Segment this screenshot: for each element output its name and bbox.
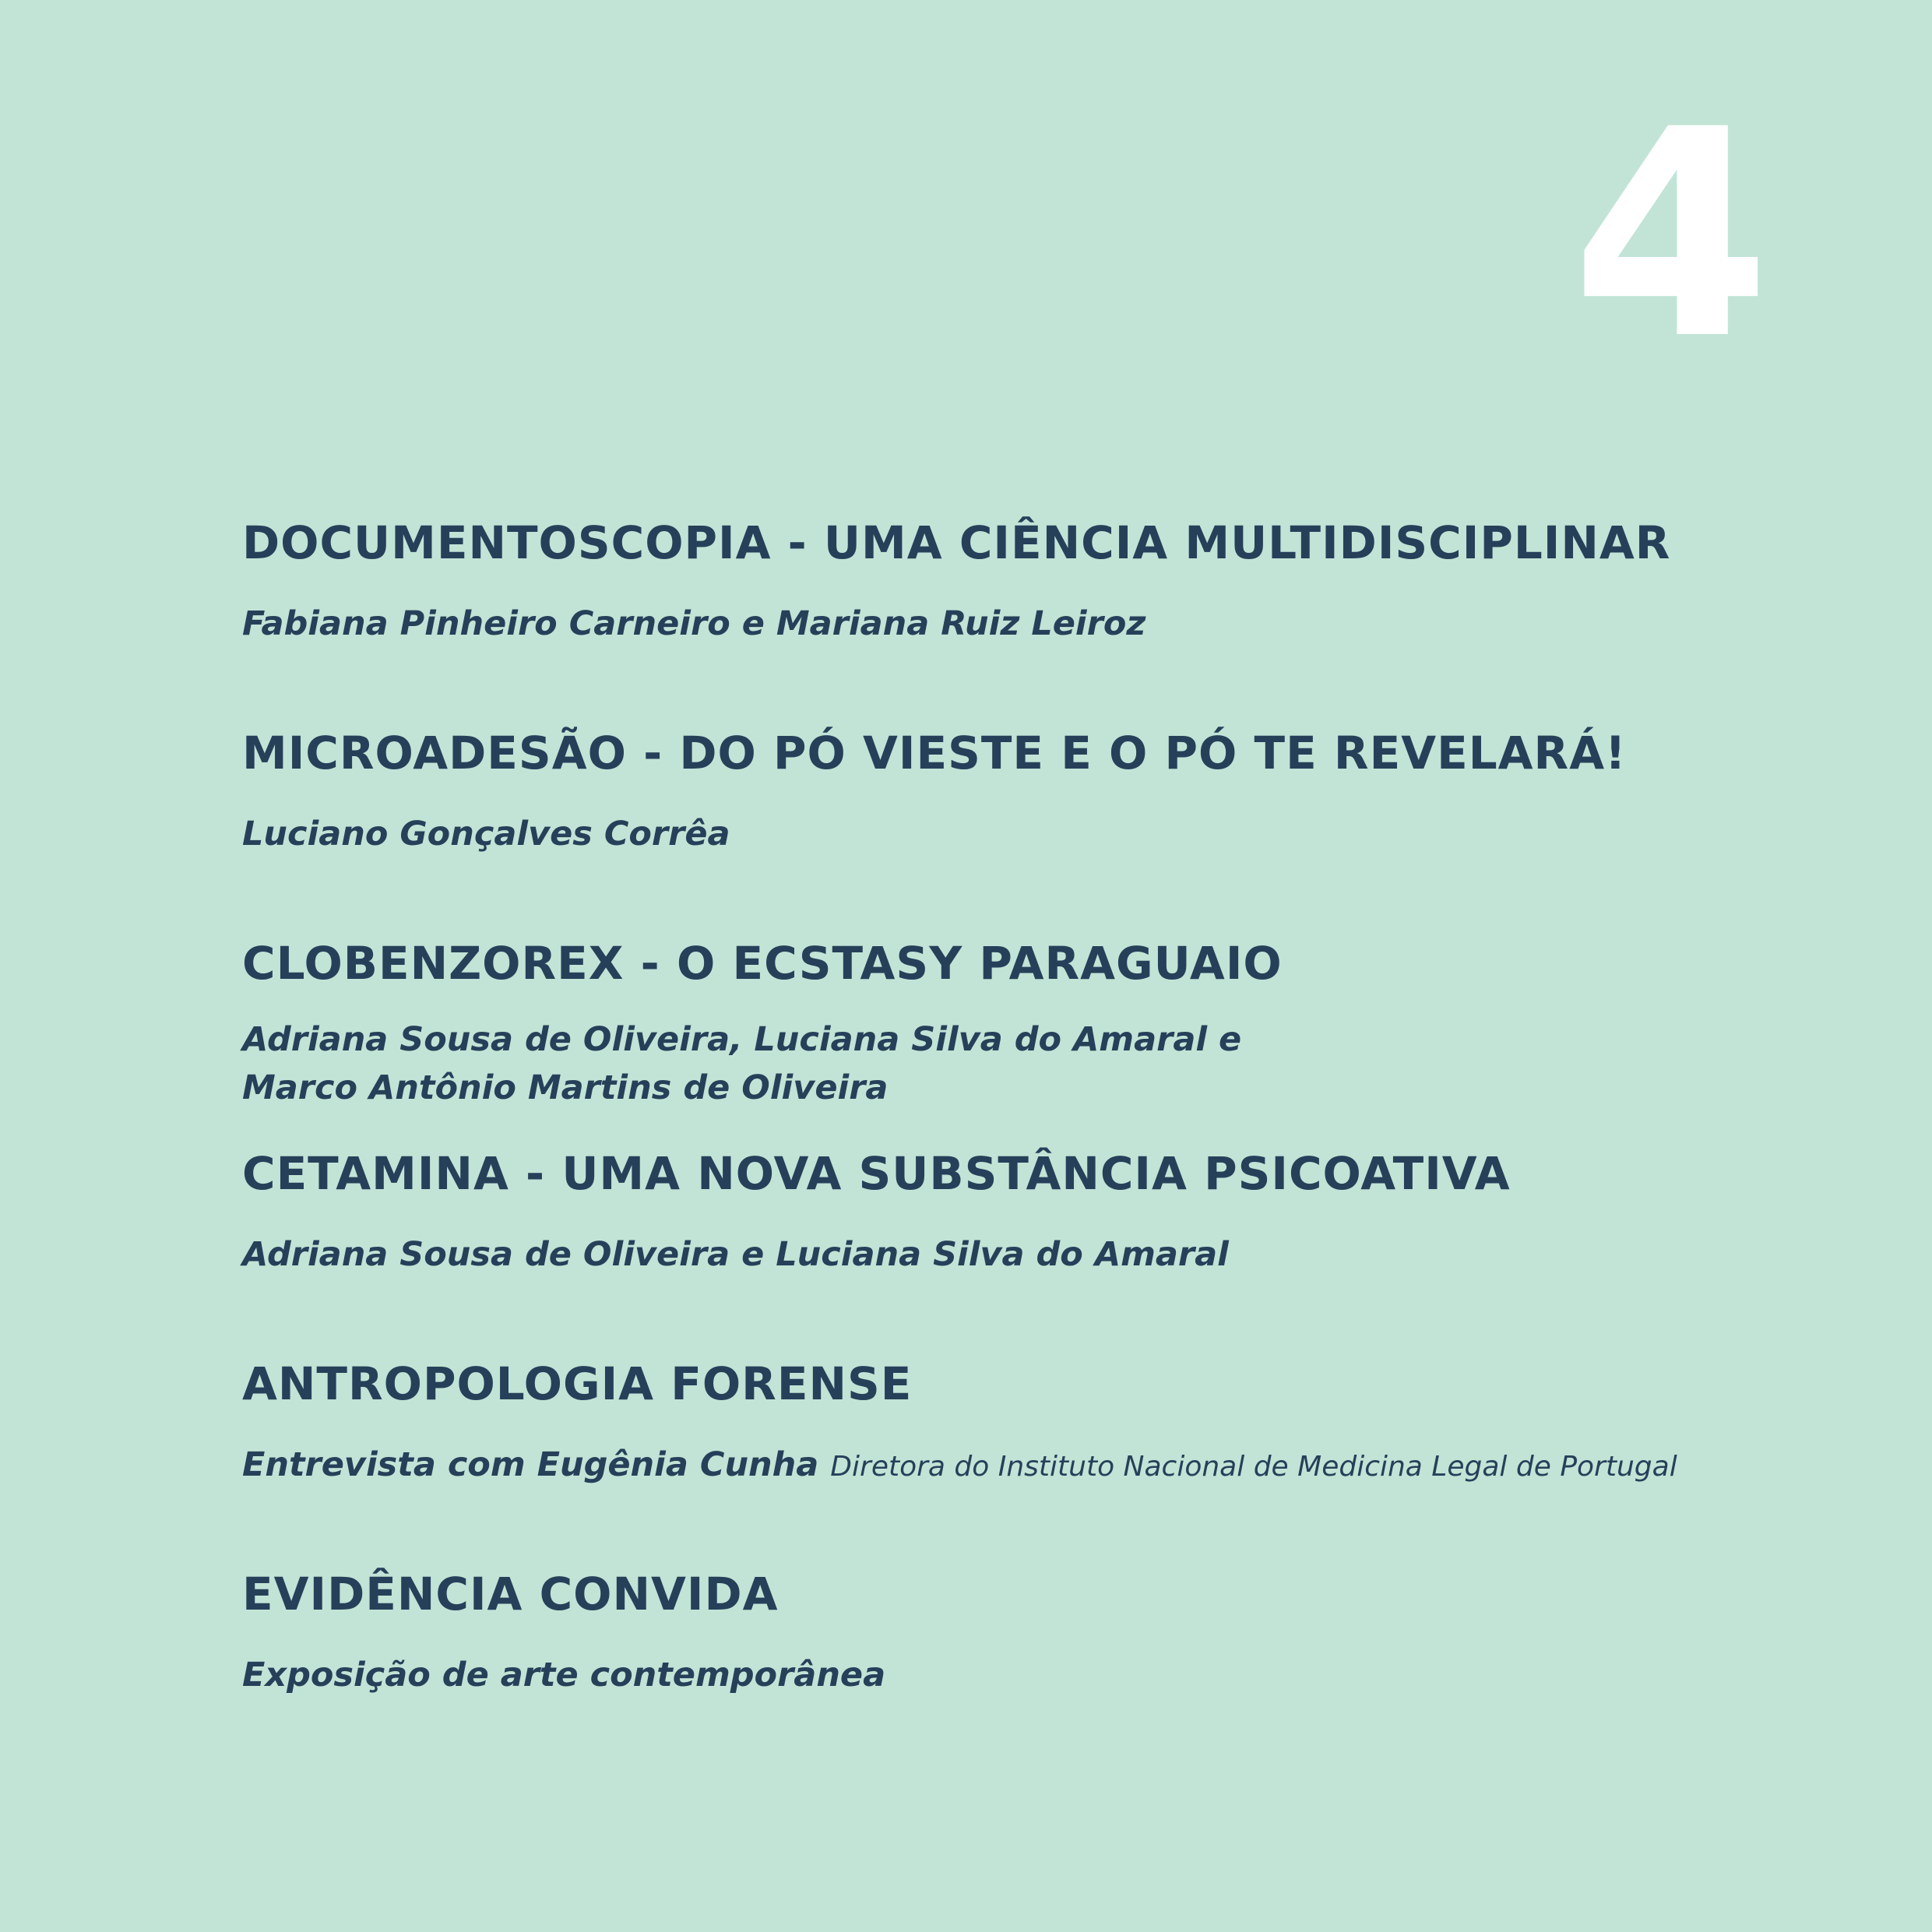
author-line: Adriana Sousa de Oliveira, Luciana Silva do Amaral e	[242, 1020, 1242, 1059]
entry-title[interactable]: MICROADESÃO - DO PÓ VIESTE E O PÓ TE REVELARÁ!	[242, 727, 1627, 779]
author-line: Fabiana Pinheiro Carneiro e Mariana Ruiz Leiroz	[242, 604, 1146, 643]
author-line: Adriana Sousa de Oliveira e Luciana Silva do Amaral	[242, 1235, 1229, 1274]
entry-title[interactable]: DOCUMENTOSCOPIA - UMA CIÊNCIA MULTIDISCIPLINAR	[242, 516, 1671, 569]
author-line: Marco Antônio Martins de Oliveira	[242, 1068, 889, 1107]
author-line: Exposição de arte contemporânea	[242, 1656, 886, 1694]
entry-title[interactable]: EVIDÊNCIA CONVIDA	[242, 1568, 779, 1621]
toc-entry-documentoscopia[interactable]	[242, 516, 1800, 648]
entry-authors	[242, 1015, 1800, 1112]
page-number: 4	[1571, 68, 1771, 402]
interviewee-role: Diretora do Instituto Nacional de Medicina Legal de Portugal	[830, 1451, 1677, 1483]
toc-entry-microadesao[interactable]	[242, 727, 1800, 858]
toc-entry-antropologia-forense[interactable]	[242, 1357, 1800, 1491]
toc-entry-cetamina[interactable]	[242, 1147, 1800, 1279]
entry-authors	[242, 1230, 1800, 1279]
author-line	[242, 1441, 1800, 1491]
entry-title[interactable]: CETAMINA - UMA NOVA SUBSTÂNCIA PSICOATIVA	[242, 1147, 1511, 1200]
toc-entry-clobenzorex[interactable]	[242, 937, 1800, 1112]
author-line: Luciano Gonçalves Corrêa	[242, 815, 730, 853]
entry-authors	[242, 810, 1800, 858]
interview-label: Entrevista com Eugênia Cunha	[242, 1445, 819, 1484]
toc-entry-evidencia-convida[interactable]	[242, 1568, 1800, 1699]
entry-title[interactable]: ANTROPOLOGIA FORENSE	[242, 1357, 913, 1410]
entry-authors	[242, 600, 1800, 648]
entry-authors	[242, 1651, 1800, 1699]
entry-title[interactable]: CLOBENZOREX - O ECSTASY PARAGUAIO	[242, 937, 1283, 990]
entry-authors	[242, 1441, 1800, 1491]
